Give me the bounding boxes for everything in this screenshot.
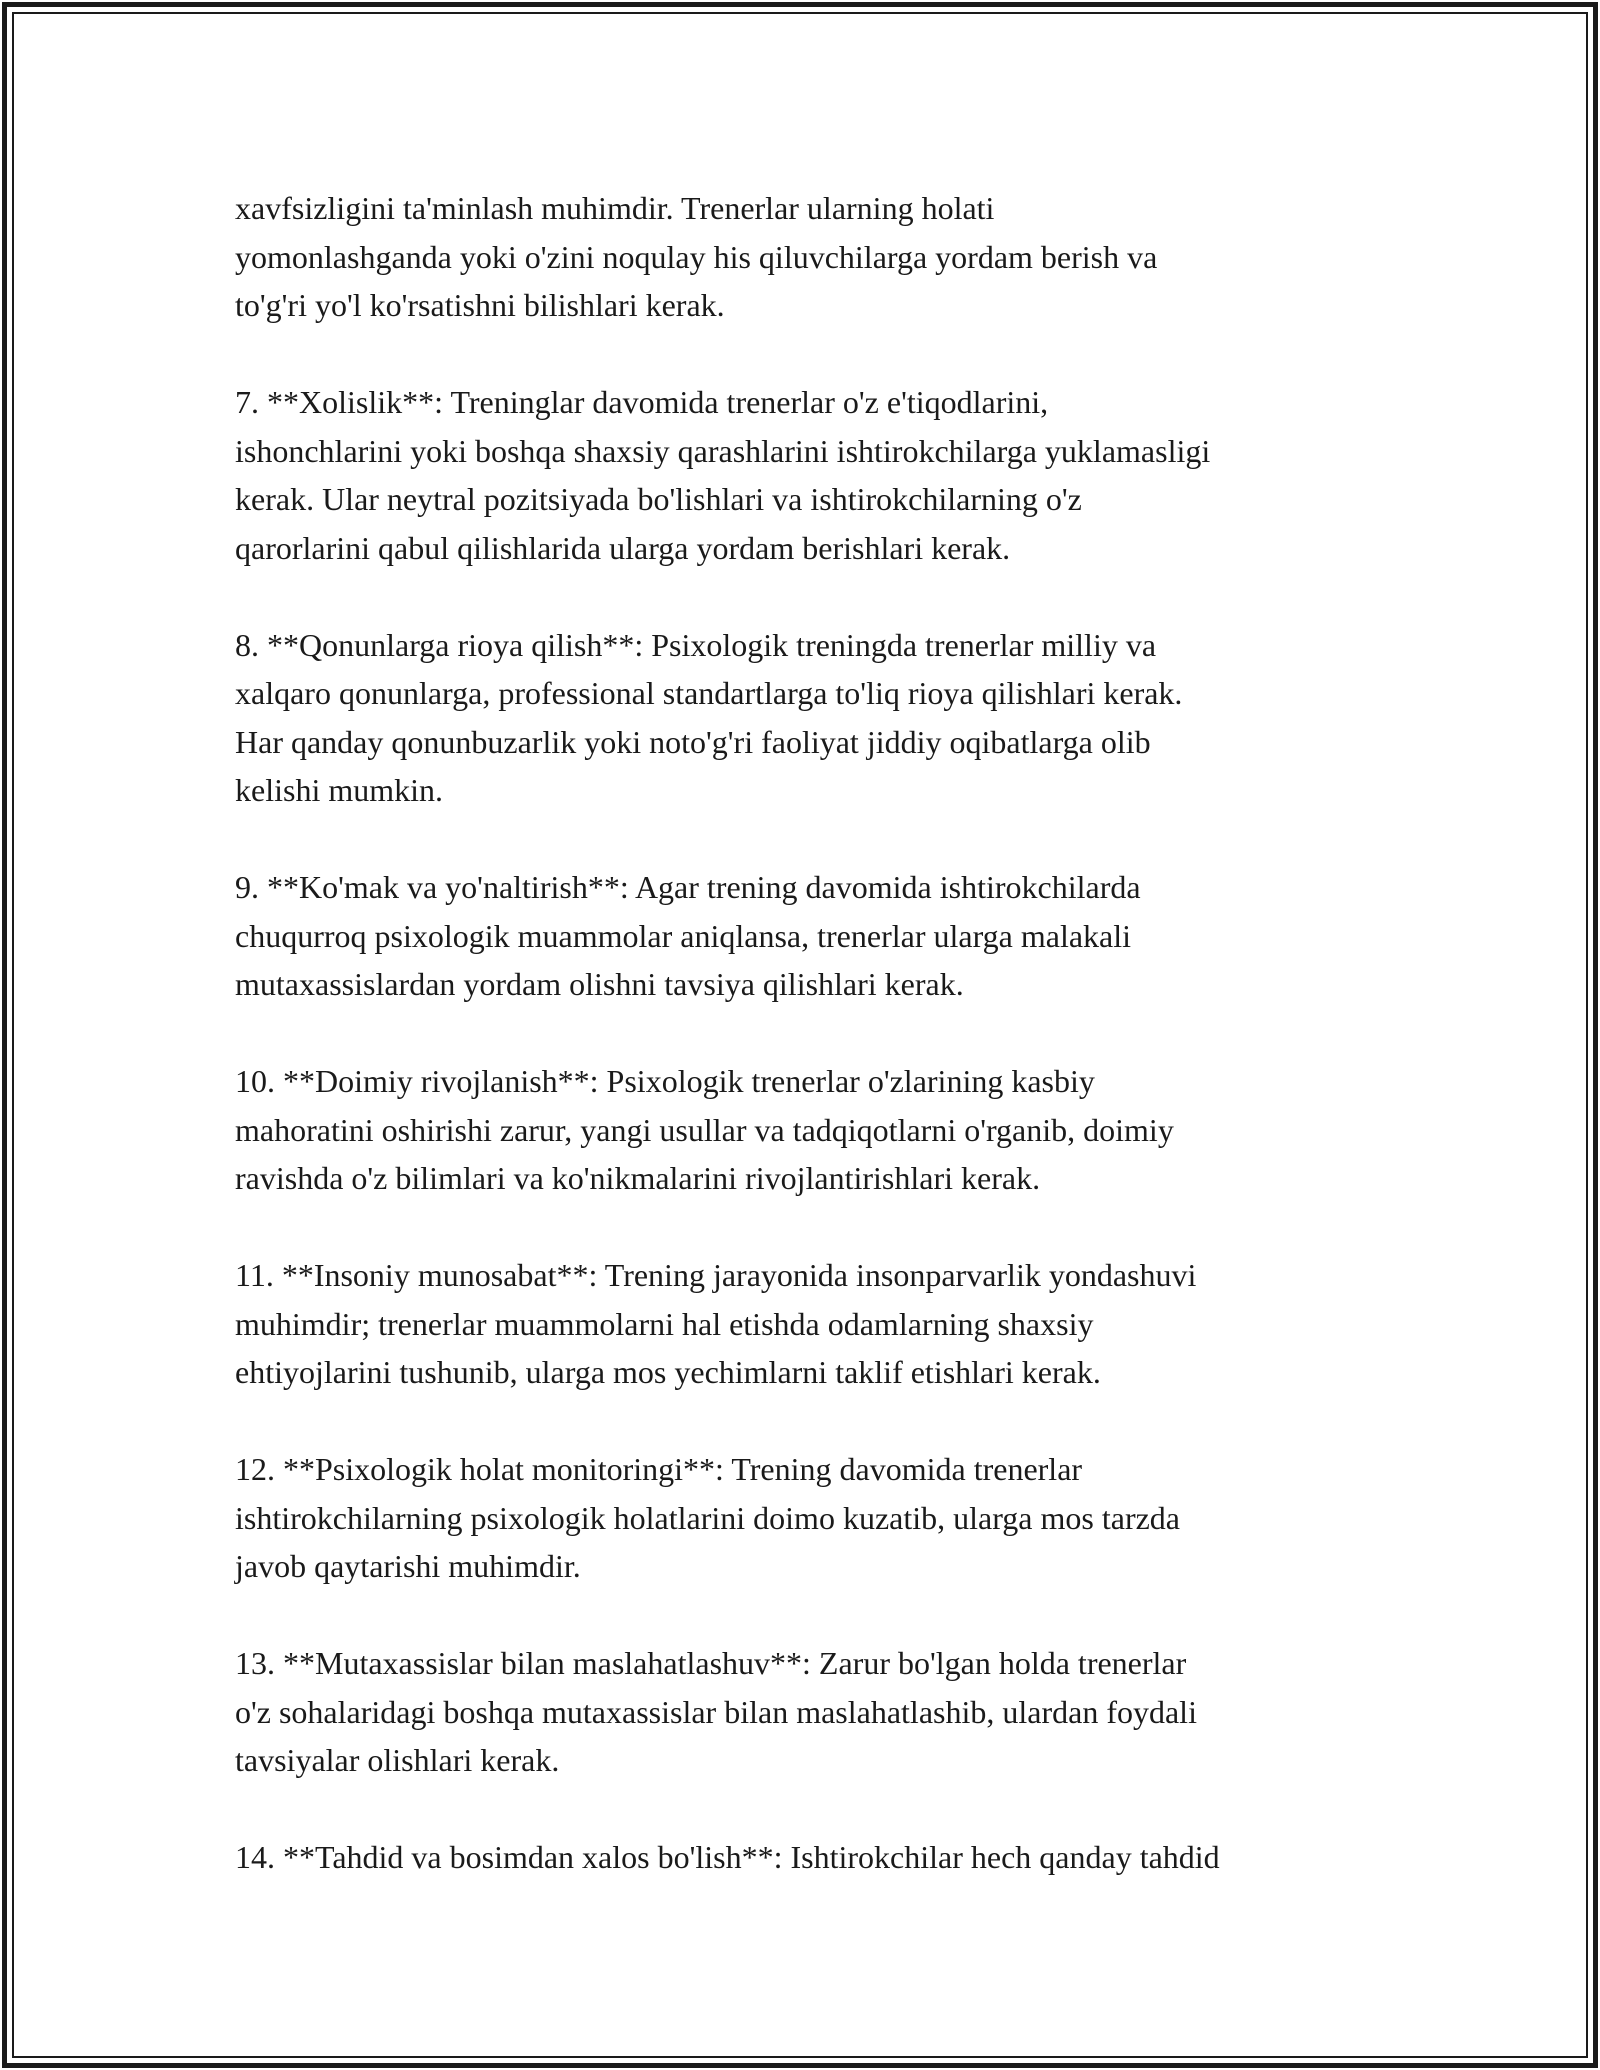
text-line: mahoratini oshirishi zarur, yangi usullar va tadqiqotlarni o'rganib, doimiy	[235, 1111, 1174, 1148]
text-line: 12. **Psixologik holat monitoringi**: Trening davomida trenerlar	[235, 1451, 1083, 1487]
text-line: 11. **Insoniy munosabat**: Trening jarayonida insonparvarlik yondashuvi	[235, 1257, 1197, 1293]
paragraph-continuation	[235, 184, 1385, 330]
text-line: to'g'ri yo'l ko'rsatishni bilishlari kerak.	[235, 287, 725, 323]
text-line: ehtiyojlarini tushunib, ularga mos yechimlarni taklif etishlari kerak.	[235, 1354, 1101, 1390]
list-item-11	[235, 1251, 1385, 1397]
text-line: ishonchlarini yoki boshqa shaxsiy qarashlarini ishtirokchilarga yuklamasligi	[235, 432, 1211, 469]
text-line: ishtirokchilarning psixologik holatlarini doimo kuzatib, ularga mos tarzda	[235, 1499, 1180, 1536]
text-line: tavsiyalar olishlari kerak.	[235, 1742, 560, 1778]
list-item-7	[235, 378, 1385, 572]
text-line: yomonlashganda yoki o'zini noqulay his qiluvchilarga yordam berish va	[235, 238, 1158, 275]
text-line: 14. **Tahdid va bosimdan xalos bo'lish**: Ishtirokchilar hech qanday tahdid	[235, 1839, 1220, 1875]
list-item-10	[235, 1057, 1385, 1203]
text-line: 7. **Xolislik**: Treninglar davomida trenerlar o'z e'tiqodlarini,	[235, 384, 1049, 420]
text-line: xalqaro qonunlarga, professional standartlarga to'liq rioya qilishlari kerak.	[235, 675, 1183, 711]
list-item-12	[235, 1445, 1385, 1591]
text-line: 8. **Qonunlarga rioya qilish**: Psixologik treningda trenerlar milliy va	[235, 626, 1157, 663]
text-line: qarorlarini qabul qilishlarida ularga yordam berishlari kerak.	[235, 529, 1011, 566]
text-line: chuqurroq psixologik muammolar aniqlansa, trenerlar ularga malakali	[235, 917, 1132, 954]
text-line: 10. **Doimiy rivojlanish**: Psixologik trenerlar o'zlarining kasbiy	[235, 1063, 1095, 1099]
text-line: kerak. Ular neytral pozitsiyada bo'lishlari va ishtirokchilarning o'z	[235, 481, 1082, 517]
text-line: o'z sohalaridagi boshqa mutaxassislar bilan maslahatlashib, ulardan foydali	[235, 1693, 1197, 1730]
text-line: xavfsizligini ta'minlash muhimdir. Trenerlar ularning holati	[235, 190, 995, 226]
text-line: mutaxassislardan yordam olishni tavsiya qilishlari kerak.	[235, 966, 964, 1002]
list-item-14	[235, 1833, 1385, 1882]
text-line: javob qaytarishi muhimdir.	[235, 1548, 581, 1584]
text-line: Har qanday qonunbuzarlik yoki noto'g'ri faoliyat jiddiy oqibatlarga olib	[235, 723, 1151, 760]
list-item-13	[235, 1639, 1385, 1785]
text-line: kelishi mumkin.	[235, 772, 443, 808]
text-line: muhimdir; trenerlar muammolarni hal etishda odamlarning shaxsiy	[235, 1305, 1094, 1342]
list-item-9	[235, 863, 1385, 1009]
text-line: 13. **Mutaxassislar bilan maslahatlashuv**: Zarur bo'lgan holda trenerlar	[235, 1645, 1187, 1681]
document-body	[235, 184, 1385, 1930]
text-line: 9. **Ko'mak va yo'naltirish**: Agar trening davomida ishtirokchilarda	[235, 869, 1141, 905]
list-item-8	[235, 621, 1385, 815]
text-line: ravishda o'z bilimlari va ko'nikmalarini rivojlantirishlari kerak.	[235, 1160, 1041, 1196]
